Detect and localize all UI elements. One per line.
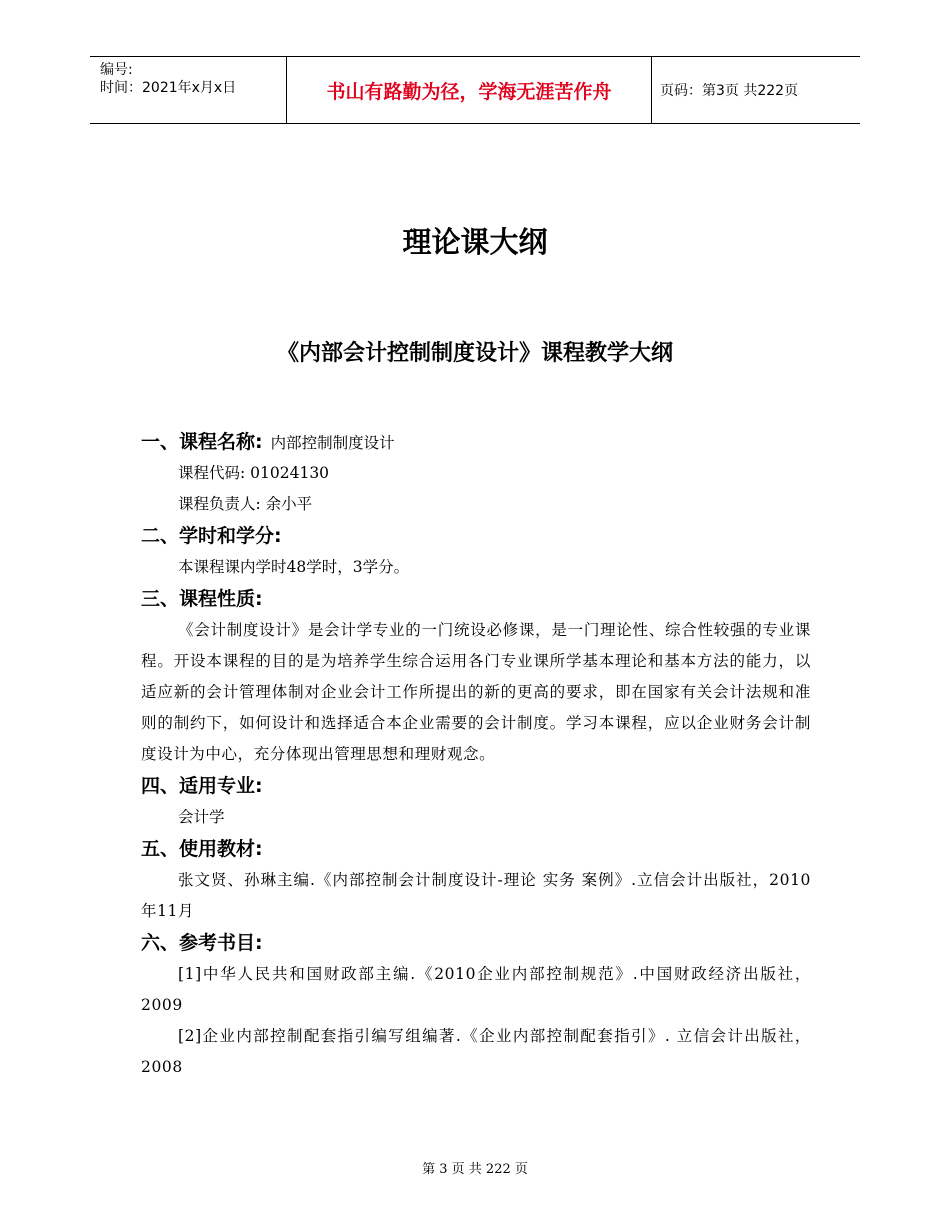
header-page-info: 页码：第3页 共222页 — [660, 83, 799, 99]
major-text: 会计学 — [178, 808, 225, 826]
header-time-label: 时间：2021年x月x日 — [100, 80, 237, 96]
section-heading-references: 六、参考书目: — [141, 932, 263, 954]
textbook-text: 张文贤、孙琳主编.《内部控制会计制度设计-理论 实务 案例》.立信会计出版社，2010年11月 — [141, 871, 811, 920]
section-heading-hours-credits: 二、学时和学分: — [141, 525, 282, 547]
course-owner: 课程负责人: 余小平 — [178, 495, 313, 513]
reference-item-2: [2]企业内部控制配套指引编写组编著.《企业内部控制配套指引》. 立信会计出版社，2008 — [141, 1027, 811, 1076]
page-footer: 第 3 页 共 222 页 — [422, 1162, 528, 1177]
hours-credits-text: 本课程课内学时48学时，3学分。 — [178, 558, 410, 576]
course-nature-paragraph: 《会计制度设计》是会计学专业的一门统设必修课，是一门理论性、综合性较强的专业课程。开设本课程的目的是为培养学生综合运用各门专业课所学基本理论和基本方法的能力，以适应新的会计管理体制对企业会计工作所提出的新的更高的要求，即在国家有关会计法规和准则的制约下，如何设计和选择适合本企业需要的会计制度。学习本课程，应以企业财务会计制度设计为中心，充分体现出管理思想和理财观念。 — [141, 621, 811, 763]
document-subtitle: 《内部会计控制制度设计》课程教学大纲 — [276, 341, 673, 366]
document-title: 理论课大纲 — [402, 225, 548, 259]
section-heading-textbook: 五、使用教材: — [141, 838, 263, 860]
section-heading-course-nature: 三、课程性质: — [141, 588, 263, 610]
document-body — [141, 426, 811, 1083]
header-number-label: 编号: — [100, 62, 133, 78]
course-code: 课程代码: 01024130 — [178, 464, 330, 482]
reference-item-1: [1]中华人民共和国财政部主编.《2010企业内部控制规范》.中国财政经济出版社，2009 — [141, 965, 811, 1014]
course-name-value: 内部控制制度设计 — [270, 434, 395, 452]
header-meta — [90, 57, 286, 123]
section-heading-label: 一、课程名称: — [141, 431, 263, 453]
header-motto: 书山有路勤为径，学海无涯苦作舟 — [286, 57, 652, 123]
page-header — [90, 56, 860, 124]
section-heading-course-name — [141, 426, 811, 458]
section-heading-major: 四、适用专业: — [141, 775, 263, 797]
